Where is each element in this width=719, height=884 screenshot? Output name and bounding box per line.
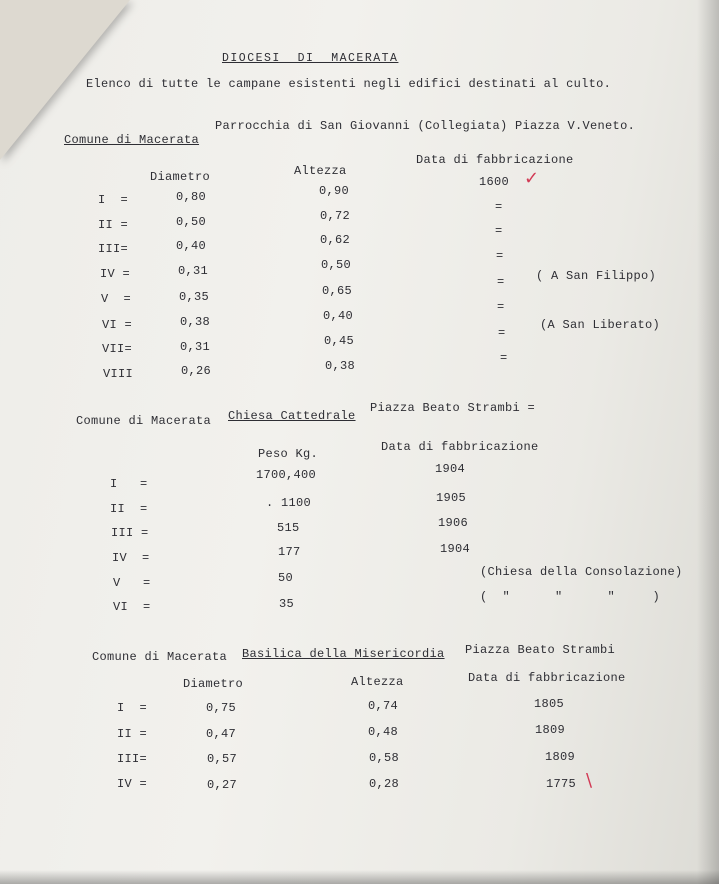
section2-place: Chiesa Cattedrale <box>228 409 356 423</box>
section1-header-diametro: Diametro <box>150 170 211 184</box>
row-data: 1775 <box>546 777 577 791</box>
red-tick-mark: \ <box>586 770 593 791</box>
row-note: ( " " " ) <box>480 590 661 604</box>
row-diametro: 0,31 <box>178 264 209 278</box>
row-data: = <box>496 249 504 263</box>
row-number: VI = <box>102 318 133 332</box>
row-peso: 35 <box>279 597 295 611</box>
row-data: = <box>500 351 508 365</box>
red-check-mark: ✓ <box>524 168 540 189</box>
section2-header-peso: Peso Kg. <box>258 447 319 461</box>
section3-address: Piazza Beato Strambi <box>465 643 616 657</box>
row-diametro: 0,40 <box>176 239 207 253</box>
row-altezza: 0,72 <box>320 209 351 223</box>
row-number: VI = <box>113 600 151 614</box>
row-diametro: 0,31 <box>180 340 211 354</box>
row-data: = <box>495 200 503 214</box>
row-number: VII= <box>102 342 133 356</box>
page-bottom-shadow <box>0 870 719 884</box>
section1-place: Parrocchia di San Giovanni (Collegiata) Piazza V.Veneto. <box>215 119 636 133</box>
row-number: IV = <box>100 267 131 281</box>
row-note: (Chiesa della Consolazione) <box>480 565 683 579</box>
section3-header-diametro: Diametro <box>183 677 244 691</box>
row-number: II = <box>117 727 148 741</box>
row-data: 1905 <box>436 491 467 505</box>
row-altezza: 0,50 <box>321 258 352 272</box>
row-data: = <box>497 275 505 289</box>
row-number: VIII <box>103 367 134 381</box>
row-number: I = <box>117 701 148 715</box>
row-peso: 177 <box>278 545 301 559</box>
page-edge-shadow <box>697 0 719 884</box>
section3-comune: Comune di Macerata <box>92 650 228 664</box>
row-data: 1809 <box>535 723 566 737</box>
row-peso: . 1100 <box>266 496 312 510</box>
row-number: IV = <box>117 777 148 791</box>
section3-header-data: Data di fabbricazione <box>468 671 626 685</box>
row-altezza: 0,74 <box>368 699 399 713</box>
row-data: 1904 <box>440 542 471 556</box>
row-diametro: 0,35 <box>179 290 210 304</box>
row-data: 1906 <box>438 516 469 530</box>
row-diametro: 0,50 <box>176 215 207 229</box>
row-data: 1904 <box>435 462 466 476</box>
row-data: = <box>497 300 505 314</box>
section1-header-data: Data di fabbricazione <box>416 153 574 167</box>
row-number: III= <box>117 752 148 766</box>
row-number: III = <box>111 526 149 540</box>
section1-comune: Comune di Macerata <box>64 133 200 147</box>
page-title: DIOCESI DI MACERATA <box>222 52 399 65</box>
row-peso: 50 <box>278 571 294 585</box>
row-altezza: 0,38 <box>325 359 356 373</box>
row-data: 1600 <box>479 175 510 189</box>
row-diametro: 0,80 <box>176 190 207 204</box>
row-number: III= <box>98 242 129 256</box>
row-number: V = <box>101 292 132 306</box>
row-altezza: 0,65 <box>322 284 353 298</box>
section2-address: Piazza Beato Strambi = <box>370 401 536 415</box>
row-diametro: 0,57 <box>207 752 238 766</box>
row-altezza: 0,40 <box>323 309 354 323</box>
section2-header-data: Data di fabbricazione <box>381 440 539 454</box>
row-altezza: 0,62 <box>320 233 351 247</box>
row-note: ( A San Filippo) <box>536 269 657 283</box>
row-altezza: 0,45 <box>324 334 355 348</box>
row-data: = <box>495 224 503 238</box>
row-altezza: 0,48 <box>368 725 399 739</box>
intro-text: Elenco di tutte le campane esistenti negli edifici destinati al culto. <box>86 77 612 91</box>
row-diametro: 0,75 <box>206 701 237 715</box>
row-number: V = <box>113 576 151 590</box>
row-number: I = <box>98 193 129 207</box>
row-diametro: 0,27 <box>207 778 238 792</box>
row-altezza: 0,90 <box>319 184 350 198</box>
row-altezza: 0,28 <box>369 777 400 791</box>
row-diametro: 0,38 <box>180 315 211 329</box>
row-number: II = <box>98 218 129 232</box>
section1-header-altezza: Altezza <box>294 164 347 178</box>
row-diametro: 0,47 <box>206 727 237 741</box>
section3-place: Basilica della Misericordia <box>242 647 445 661</box>
row-peso: 1700,400 <box>256 468 317 482</box>
row-data: = <box>498 326 506 340</box>
row-number: I = <box>110 477 148 491</box>
row-peso: 515 <box>277 521 300 535</box>
row-number: IV = <box>112 551 150 565</box>
row-note: (A San Liberato) <box>540 318 661 332</box>
row-diametro: 0,26 <box>181 364 212 378</box>
section3-header-altezza: Altezza <box>351 675 404 689</box>
row-number: II = <box>110 502 148 516</box>
row-data: 1805 <box>534 697 565 711</box>
section2-comune: Comune di Macerata <box>76 414 212 428</box>
row-altezza: 0,58 <box>369 751 400 765</box>
row-data: 1809 <box>545 750 576 764</box>
